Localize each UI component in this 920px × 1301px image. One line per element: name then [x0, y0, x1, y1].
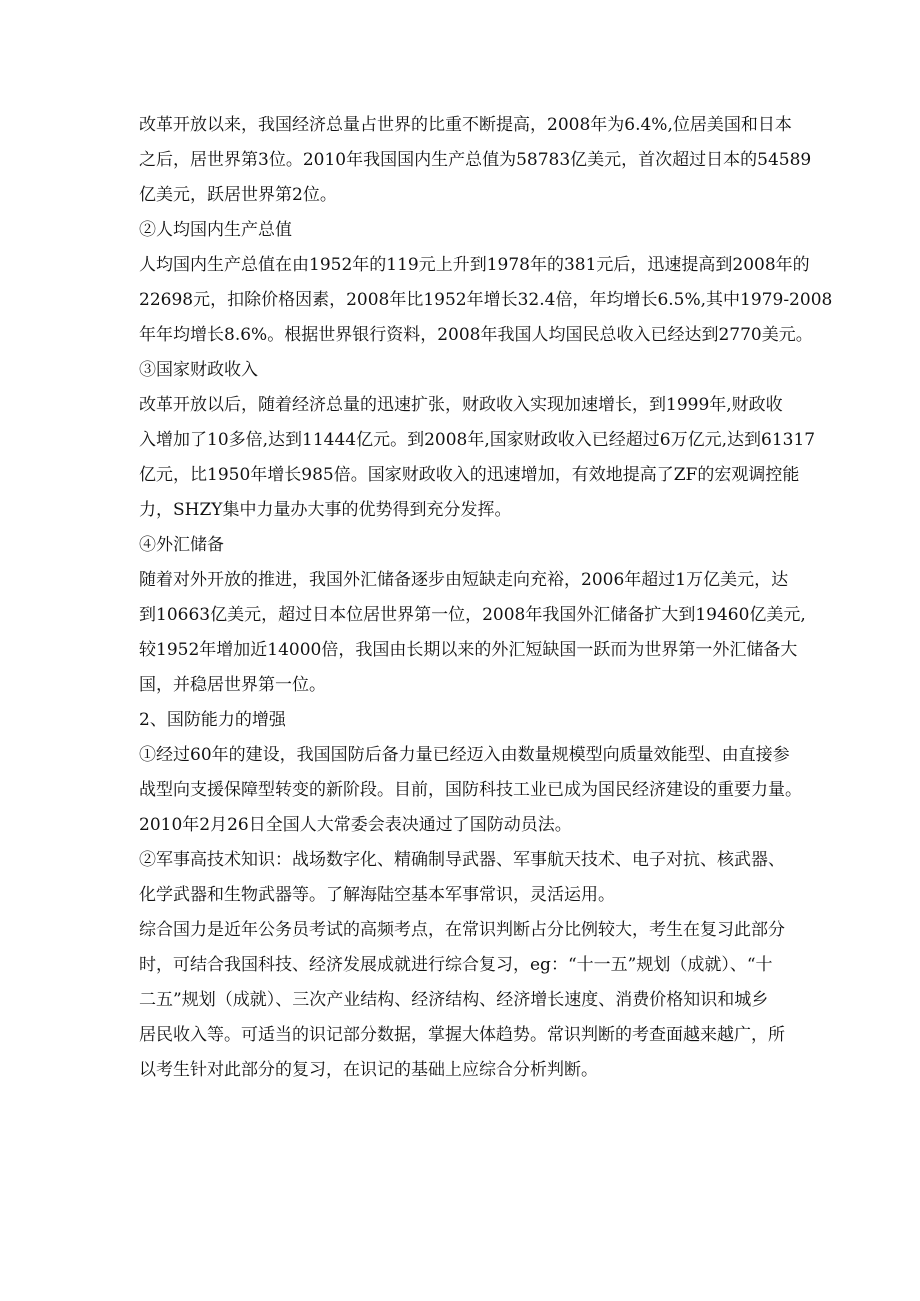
- text-line: 战型向支援保障型转变的新阶段。目前，国防科技工业已成为国民经济建设的重要力量。: [139, 780, 802, 800]
- text-line: 随着对外开放的推进，我国外汇储备逐步由短缺走向充裕，2006年超过1万亿美元，达: [139, 570, 789, 590]
- text-line: 改革开放以来，我国经济总量占世界的比重不断提高，2008年为6.4%,位居美国和日本: [139, 115, 792, 135]
- text-line: 2010年2月26日全国人大常委会表决通过了国防动员法。: [139, 815, 572, 835]
- text-line: 化学武器和生物武器等。了解海陆空基本军事常识，灵活运用。: [139, 885, 615, 905]
- section-heading-national-defense: 2、国防能力的增强: [139, 710, 286, 730]
- text-line: 人均国内生产总值在由1952年的119元上升到1978年的381元后，迅速提高到2008年的: [139, 255, 810, 275]
- section-heading-per-capita-gdp: ②人均国内生产总值: [139, 220, 292, 240]
- text-line: 较1952年增加近14000倍，我国由长期以来的外汇短缺国一跃而为世界第一外汇储备大: [139, 640, 798, 660]
- section-heading-fiscal-revenue: ③国家财政收入: [139, 360, 258, 380]
- text-line: 之后，居世界第3位。2010年我国国内生产总值为58783亿美元，首次超过日本的54589: [139, 150, 812, 170]
- text-line: ②军事高技术知识：战场数字化、精确制导武器、军事航天技术、电子对抗、核武器、: [139, 850, 785, 870]
- text-line: ①经过60年的建设，我国国防后备力量已经迈入由数量规模型向质量效能型、由直接参: [139, 745, 790, 765]
- text-line: 年年均增长8.6%。根据世界银行资料，2008年我国人均国民总收入已经达到2770美元。: [139, 325, 813, 345]
- text-line: 综合国力是近年公务员考试的高频考点，在常识判断占分比例较大，考生在复习此部分: [139, 920, 785, 940]
- text-line: 国，并稳居世界第一位。: [139, 675, 326, 695]
- text-line: 亿元，比1950年增长985倍。国家财政收入的迅速增加，有效地提高了ZF的宏观调控能: [139, 465, 800, 485]
- text-line: 亿美元，跃居世界第2位。: [139, 185, 337, 205]
- text-line: 二五”规划（成就）、三次产业结构、经济结构、经济增长速度、消费价格知识和城乡: [139, 990, 769, 1010]
- text-line: 到10663亿美元，超过日本位居世界第一位，2008年我国外汇储备扩大到19460亿美元,: [139, 605, 806, 625]
- text-line: 22698元，扣除价格因素，2008年比1952年增长32.4倍，年均增长6.5%,其中1979-2008: [139, 290, 833, 310]
- text-line: 力，SHZY集中力量办大事的优势得到充分发挥。: [139, 500, 512, 520]
- text-line: 时，可结合我国科技、经济发展成就进行综合复习，eg：“十一五”规划（成就）、“十: [139, 955, 773, 975]
- text-line: 入增加了10多倍,达到11444亿元。到2008年,国家财政收入已经超过6万亿元,达到61317: [139, 430, 816, 450]
- text-line: 改革开放以后，随着经济总量的迅速扩张，财政收入实现加速增长，到1999年,财政收: [139, 395, 783, 415]
- document-body: [139, 108, 833, 1088]
- text-line: 以考生针对此部分的复习，在识记的基础上应综合分析判断。: [139, 1060, 598, 1080]
- section-heading-forex-reserves: ④外汇储备: [139, 535, 224, 555]
- text-line: 居民收入等。可适当的识记部分数据，掌握大体趋势。常识判断的考查面越来越广，所: [139, 1025, 785, 1045]
